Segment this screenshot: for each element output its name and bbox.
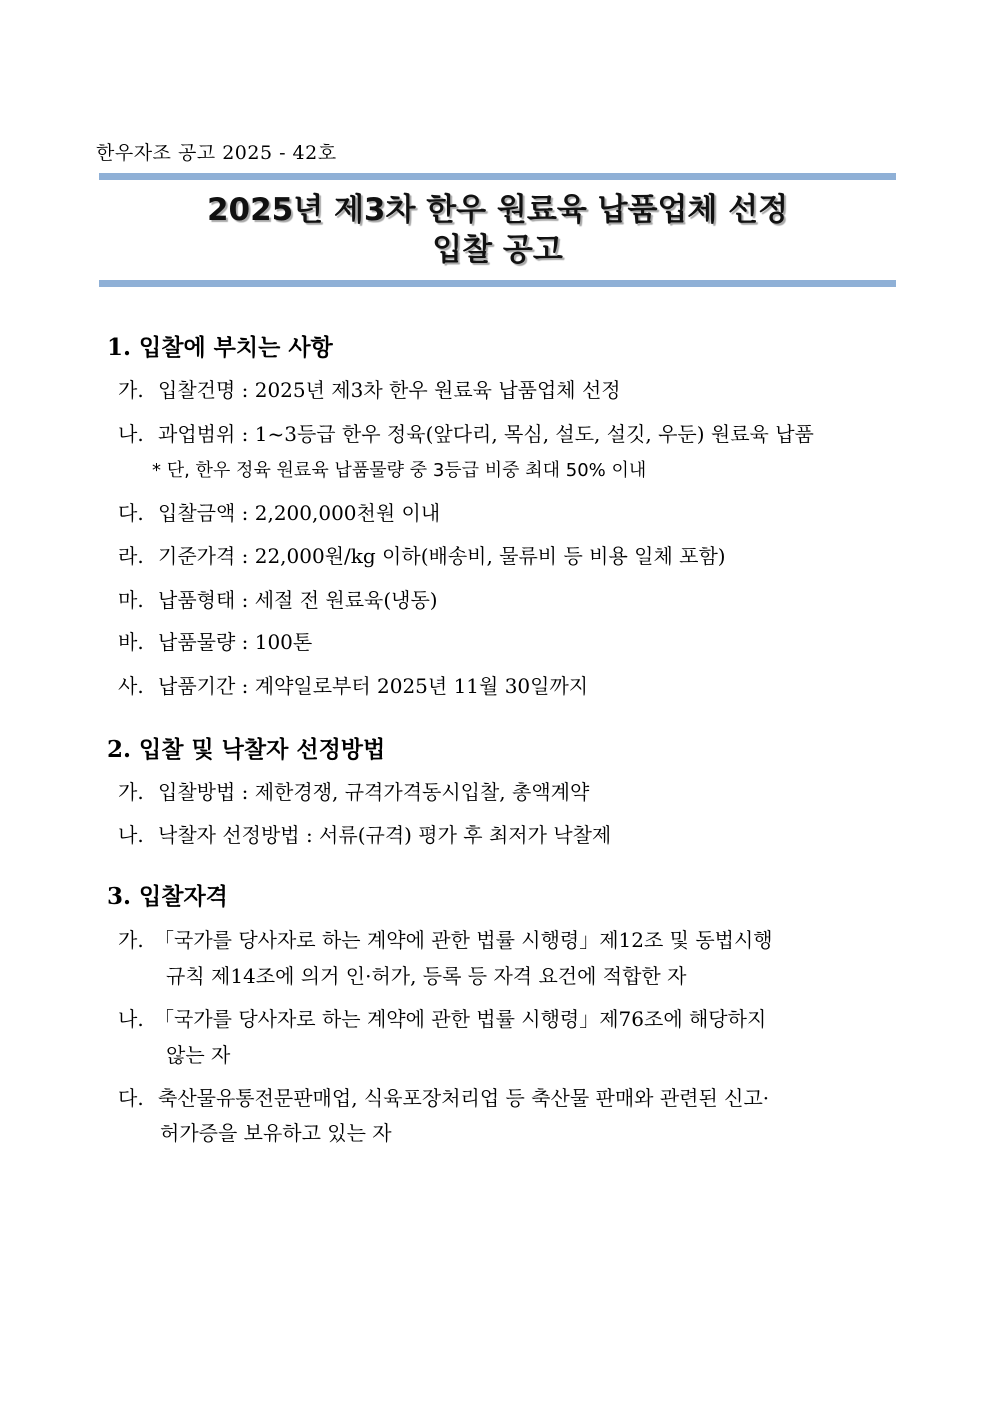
title-line-2: 입찰 공고 <box>432 232 563 268</box>
section-1-heading: 1. 입찰에 부치는 사항 <box>107 334 333 361</box>
item-marker: 다. <box>118 501 144 525</box>
item-marker: 사. <box>118 674 144 698</box>
list-item <box>118 670 588 699</box>
item-continuation: 규칙 제14조에 의거 인·허가, 등록 등 자격 요건에 적합한 자 <box>166 964 687 988</box>
item-text: 입찰금액 : 2,200,000천원 이내 <box>158 501 441 525</box>
item-marker: 나. <box>118 1007 144 1031</box>
item-marker: 가. <box>118 780 144 804</box>
list-item <box>118 776 589 805</box>
scope-note: * 단, 한우 정육 원료육 납품물량 중 3등급 비중 최대 50% 이내 <box>152 460 647 481</box>
list-item <box>118 540 726 569</box>
item-text: 낙찰자 선정방법 : 서류(규격) 평가 후 최저가 낙찰제 <box>158 823 612 847</box>
document-title <box>99 190 896 270</box>
item-marker: 마. <box>118 588 144 612</box>
item-text: 납품형태 : 세절 전 원료육(냉동) <box>158 588 438 612</box>
item-text: 축산물유통전문판매업, 식육포장처리업 등 축산물 판매와 관련된 신고· <box>158 1086 770 1110</box>
item-marker: 라. <box>118 544 144 568</box>
item-text: 기준가격 : 22,000원/kg 이하(배송비, 물류비 등 비용 일체 포함) <box>158 544 726 568</box>
item-text: 입찰건명 : 2025년 제3차 한우 원료육 납품업체 선정 <box>158 378 621 402</box>
item-text: 과업범위 : 1~3등급 한우 정육(앞다리, 목심, 설도, 설깃, 우둔) 원료육 납품 <box>158 422 814 446</box>
item-text: 입찰방법 : 제한경쟁, 규격가격동시입찰, 총액계약 <box>158 780 590 804</box>
list-item <box>118 1003 766 1032</box>
item-marker: 나. <box>118 823 144 847</box>
notice-number: 한우자조 공고 2025 - 42호 <box>96 142 337 164</box>
item-text: 「국가를 당사자로 하는 계약에 관한 법률 시행령」제12조 및 동법시행 <box>154 928 773 952</box>
item-marker: 가. <box>118 378 144 402</box>
list-item <box>118 626 312 655</box>
item-text: 납품기간 : 계약일로부터 2025년 11월 30일까지 <box>158 674 589 698</box>
item-marker: 바. <box>118 630 144 654</box>
list-item <box>118 584 438 613</box>
item-marker: 나. <box>118 422 144 446</box>
item-marker: 가. <box>118 928 144 952</box>
list-item <box>118 1082 769 1111</box>
list-item <box>118 374 621 403</box>
section-3-heading: 3. 입찰자격 <box>107 883 228 910</box>
section-2-heading: 2. 입찰 및 낙찰자 선정방법 <box>107 736 386 763</box>
list-item <box>118 819 611 848</box>
item-text: 「국가를 당사자로 하는 계약에 관한 법률 시행령」제76조에 해당하지 <box>154 1007 767 1031</box>
title-rule-bottom <box>99 280 896 287</box>
item-marker: 다. <box>118 1086 144 1110</box>
list-item <box>118 418 814 447</box>
title-rule-top <box>99 173 896 180</box>
title-line-1: 2025년 제3차 한우 원료육 납품업체 선정 <box>206 192 789 228</box>
list-item <box>118 924 773 953</box>
list-item <box>118 497 440 526</box>
item-text: 납품물량 : 100톤 <box>158 630 313 654</box>
item-continuation: 허가증을 보유하고 있는 자 <box>160 1121 392 1145</box>
item-continuation: 않는 자 <box>166 1043 231 1067</box>
